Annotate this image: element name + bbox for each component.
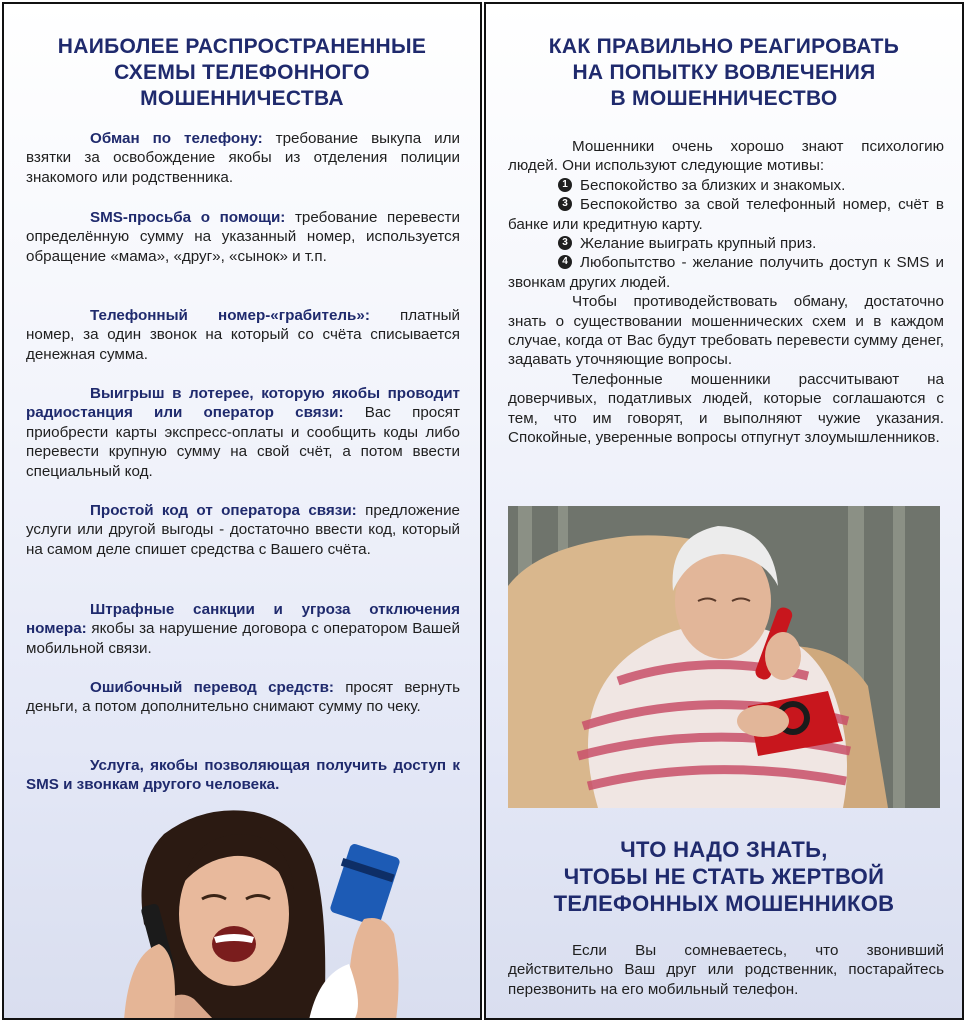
right-title-2 [486, 836, 962, 917]
right-title [486, 34, 962, 112]
scheme-heading: Ошибочный перевод средств: [90, 679, 334, 696]
number-bullet-icon: 1 [558, 178, 572, 192]
girl-photo [84, 804, 424, 1020]
right-title2-line-3: ТЕЛЕФОННЫХ МОШЕННИКОВ [553, 891, 895, 916]
right-title2-line-2: ЧТОБЫ НЕ СТАТЬ ЖЕРТВОЙ [563, 864, 885, 889]
left-panel [2, 2, 482, 1020]
motives-intro: Мошенники очень хорошо знают психологию людей. Они используют следующие мотивы: [508, 138, 944, 175]
scheme-robber-number [26, 306, 460, 364]
scheme-heading: SMS-просьба о помощи: [90, 209, 286, 226]
motive-item: 4 Любопытство - желание получить доступ к SMS и звонкам других людей. [508, 254, 944, 291]
right-title-line-3: В МОШЕННИЧЕСТВО [610, 87, 838, 110]
scheme-lottery [26, 384, 460, 481]
left-title [4, 34, 480, 112]
motive-item: 3 Беспокойство за свой телефонный номер, счёт в банке или кредитную карту. [508, 196, 944, 233]
number-bullet-icon: 3 [558, 236, 572, 250]
left-title-line-3: МОШЕННИЧЕСТВА [140, 87, 344, 110]
right-title-line-1: КАК ПРАВИЛЬНО РЕАГИРОВАТЬ [548, 35, 900, 58]
scheme-text: платный номер, за один звонок на который со счёта списывается денежная сумма. [26, 307, 460, 363]
scheme-text: просят вернуть деньги, а потом дополнительно снимают сумму по чеку. [26, 679, 460, 716]
scheme-text: предложение услуги или другой выгоды - достаточно ввести код, который на самом деле спишет средства с Вашего счёта. [26, 502, 460, 558]
scheme-text: Вас просят приобрести карты экспресс-оплаты и сообщить коды либо перевести крупную сумму на свой счёт, а потом ввести специальный код. [26, 404, 460, 480]
scheme-heading: Телефонный номер-«грабитель»: [90, 307, 370, 324]
left-title-line-2: СХЕМЫ ТЕЛЕФОННОГО [114, 61, 370, 84]
number-bullet-icon: 3 [558, 197, 572, 211]
scheme-sms-help [26, 208, 460, 266]
elderly-woman-on-phone-illustration [508, 506, 940, 808]
left-title-line-1: НАИБОЛЕЕ РАСПРОСТРАНЕННЫЕ [57, 35, 427, 58]
right-panel [484, 2, 964, 1020]
counteract-paragraph: Чтобы противодействовать обману, достаточно знать о существовании мошеннических схем и в каждом случае, когда от Вас будут требовать перевести сумму денег, задавать уточняющие вопросы. [508, 293, 944, 369]
scheme-phone-fraud [26, 129, 460, 187]
girl-with-phone-and-card-illustration [84, 804, 424, 1020]
scheme-heading: Выигрыш в лотерее, которую якобы проводит радиостанция или оператор связи: [26, 385, 460, 422]
motives-block [508, 137, 944, 448]
scheme-text: требование перевести определённую сумму на указанный номер, используется обращение «мама», «друг», «сынок» и т.п. [26, 209, 460, 265]
number-bullet-icon: 4 [558, 255, 572, 269]
scheme-heading: Услуга, якобы позволяющая получить доступ к SMS и звонкам другого человека. [26, 757, 460, 794]
scheme-sms-access [26, 756, 460, 795]
scheme-operator-code [26, 501, 460, 559]
motive-item: 1 Беспокойство за близких и знакомых. [508, 176, 944, 195]
fraudsters-paragraph: Телефонные мошенники рассчитывают на доверчивых, податливых людей, которые соглашаются с тем, что им говорят, и выполняют чужие указания. Спокойные, уверенные вопросы отпугнут злоумышленников. [508, 370, 944, 447]
scheme-heading: Штрафные санкции и угроза отключения номера: [26, 601, 460, 638]
scheme-text: якобы за нарушение договора с оператором Вашей мобильной связи. [26, 620, 460, 657]
scheme-wrong-transfer [26, 678, 460, 717]
right-title-line-2: НА ПОПЫТКУ ВОВЛЕЧЕНИЯ [572, 61, 876, 84]
scheme-text: требование выкупа или взятки за освобождение якобы из отделения полиции знакомого или родственника. [26, 130, 460, 186]
scheme-penalties [26, 600, 460, 658]
callback-paragraph: Если Вы сомневаетесь, что звонивший действительно Ваш друг или родственник, постарайтесь перезвонить на его мобильный телефон. [508, 942, 944, 998]
right-title2-line-1: ЧТО НАДО ЗНАТЬ, [620, 837, 828, 862]
motive-item: 3 Желание выиграть крупный приз. [508, 234, 944, 253]
elderly-woman-photo [508, 506, 940, 808]
scheme-heading: Простой код от оператора связи: [90, 502, 357, 519]
scheme-heading: Обман по телефону: [90, 130, 263, 147]
